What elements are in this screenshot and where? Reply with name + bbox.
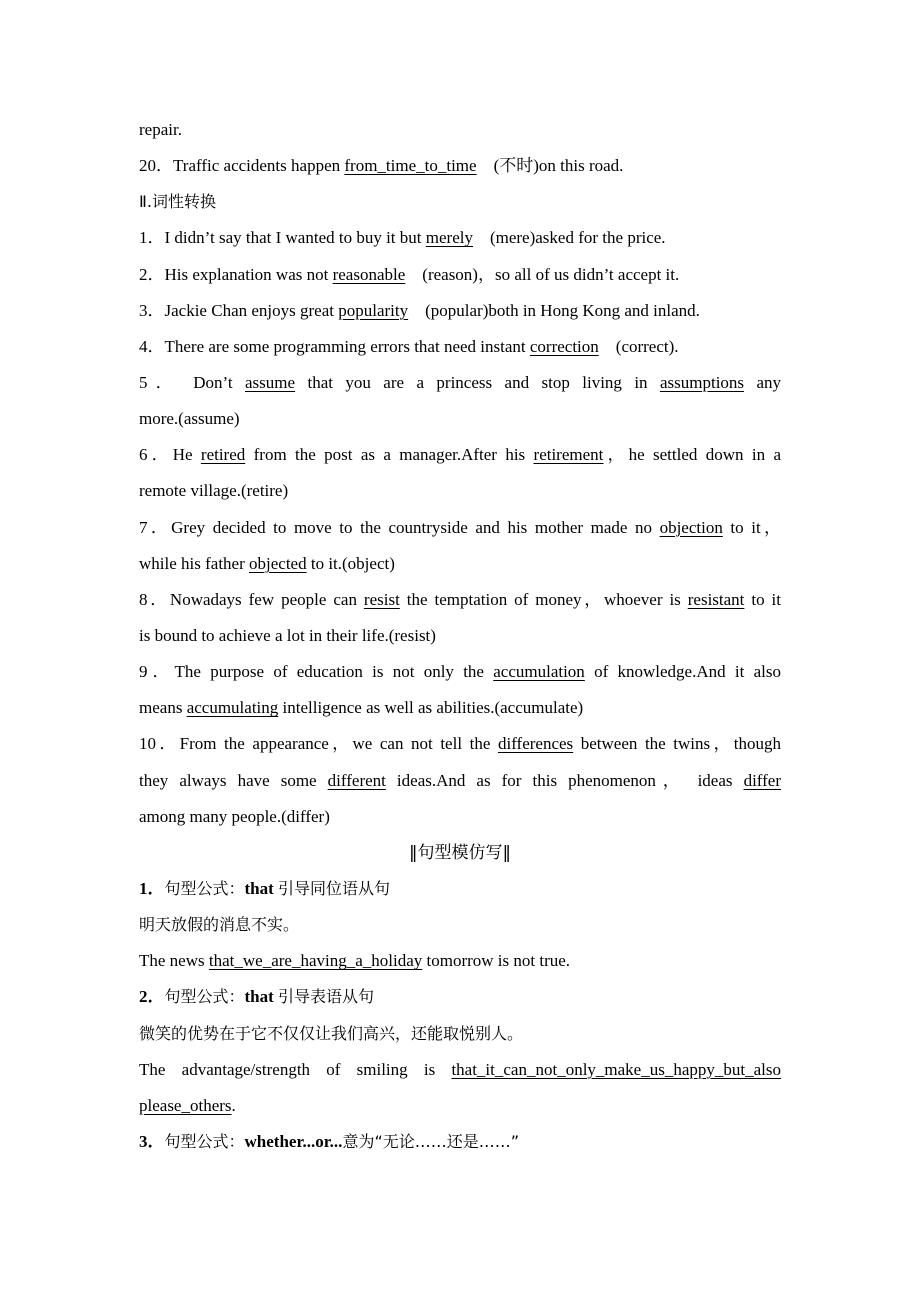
- text-line: [139, 510, 781, 546]
- answer-blank: please_others: [139, 1095, 232, 1115]
- text-segment: The advantage/strength of smiling is: [139, 1059, 452, 1079]
- text-segment: 20．Traffic accidents happen: [139, 156, 345, 176]
- text-segment: 明天放假的消息不实。: [139, 915, 300, 935]
- text-segment: 9．The purpose of education is not only the: [139, 662, 494, 682]
- text-line: [139, 799, 781, 835]
- text-segment: to it: [744, 589, 781, 609]
- text-line: [139, 618, 781, 654]
- text-segment: 引导同位语从句: [278, 878, 391, 898]
- text-segment: 句型公式：: [164, 1131, 245, 1151]
- answer-blank: accumulating: [186, 698, 279, 718]
- text-segment: 引导表语从句: [278, 987, 375, 1007]
- answer-blank: retirement: [533, 445, 604, 465]
- answer-blank: correction: [529, 336, 599, 356]
- text-line: [139, 184, 781, 220]
- text-segment: of knowledge.And it also: [584, 662, 781, 682]
- text-segment: 3．Jackie Chan enjoys great: [139, 300, 339, 320]
- answer-blank: different: [327, 770, 386, 790]
- text-segment: that: [244, 987, 279, 1007]
- text-line: [139, 365, 781, 401]
- text-segment: ，he settled down in a: [603, 445, 781, 465]
- answer-blank: resist: [363, 589, 400, 609]
- text-segment: 7．Grey decided to move to the countryside and his mother made no: [139, 517, 660, 537]
- answer-blank: popularity: [338, 300, 409, 320]
- answer-blank: objection: [659, 517, 723, 537]
- section-heading: [139, 835, 781, 871]
- text-line: [139, 726, 781, 762]
- text-segment: means: [139, 698, 187, 718]
- text-segment: tomorrow is not true.: [422, 951, 571, 971]
- text-segment: (mere)asked for the price.: [472, 228, 666, 248]
- text-line: [139, 401, 781, 437]
- text-line: [139, 293, 781, 329]
- text-segment: repair.: [139, 120, 182, 139]
- text-segment: while his father: [139, 553, 249, 573]
- text-segment: 意为“无论……还是……”: [342, 1131, 520, 1151]
- text-segment: 句型公式：: [164, 987, 245, 1007]
- text-line: [139, 907, 781, 943]
- text-segment: intelligence as well as abilities.(accumulate): [278, 698, 584, 718]
- text-segment: 4．There are some programming errors that need instant: [139, 336, 530, 356]
- answer-blank: assume: [245, 372, 296, 392]
- text-segment: remote village.(retire): [139, 481, 289, 501]
- text-line: [139, 473, 781, 509]
- text-segment: between the twins，though: [573, 734, 781, 754]
- text-segment: (correct).: [598, 336, 679, 356]
- text-segment: (popular)both in Hong Kong and inland.: [408, 300, 700, 320]
- answer-blank: retired: [200, 445, 246, 465]
- answer-blank: that_it_can_not_only_make_us_happy_but_also: [451, 1059, 781, 1079]
- text-segment: (不时)on this road.: [476, 156, 624, 176]
- text-segment: Ⅱ.词性转换: [139, 192, 216, 212]
- text-segment: among many people.(differ): [139, 806, 330, 826]
- text-segment: to it，: [722, 517, 781, 537]
- text-segment: 5． Don’t: [139, 372, 246, 392]
- answer-blank: accumulation: [493, 662, 585, 682]
- text-line: [139, 690, 781, 726]
- text-line: [139, 220, 781, 256]
- text-line: [139, 943, 781, 979]
- text-line: [139, 257, 781, 293]
- answer-blank: reasonable: [332, 264, 406, 284]
- text-segment: whether...or...: [244, 1131, 343, 1151]
- text-segment: they always have some: [139, 770, 328, 790]
- text-line: [139, 546, 781, 582]
- document-page: [139, 112, 781, 1160]
- text-line: [139, 1088, 781, 1124]
- text-segment: The news: [139, 951, 209, 971]
- text-segment: is bound to achieve a lot in their life.(resist): [139, 625, 436, 645]
- text-segment: 2．: [139, 987, 165, 1007]
- text-segment: more.(assume): [139, 409, 240, 429]
- answer-blank: assumptions: [659, 372, 745, 392]
- answer-blank: differences: [497, 734, 574, 754]
- answer-blank: merely: [425, 228, 473, 248]
- text-segment: (reason)，so all of us didn’t accept it.: [405, 264, 680, 284]
- pattern-heading: [139, 1124, 781, 1160]
- text-segment: 3．: [139, 1131, 165, 1151]
- text-line: [139, 112, 781, 148]
- text-segment: to it.(object): [306, 553, 395, 573]
- text-segment: 微笑的优势在于它不仅仅让我们高兴，还能取悦别人。: [139, 1023, 524, 1043]
- text-segment: ideas.And as for this phenomenon， ideas: [385, 770, 744, 790]
- text-segment: from the post as a manager.After his: [245, 445, 534, 465]
- text-segment: 10．From the appearance，we can not tell the: [139, 734, 498, 754]
- text-line: [139, 654, 781, 690]
- text-line: [139, 763, 781, 799]
- text-segment: 1．: [139, 878, 165, 898]
- text-segment: 句型公式：: [164, 878, 245, 898]
- answer-blank: objected: [249, 553, 307, 573]
- text-segment: 2．His explanation was not: [139, 264, 333, 284]
- text-segment: the temptation of money，whoever is: [399, 589, 688, 609]
- text-line: [139, 1016, 781, 1052]
- text-segment: .: [231, 1095, 236, 1115]
- answer-blank: from_time_to_time: [344, 156, 477, 176]
- text-segment: 8．Nowadays few people can: [139, 589, 364, 609]
- text-line: [139, 148, 781, 184]
- answer-blank: resistant: [687, 589, 745, 609]
- text-line: [139, 329, 781, 365]
- text-segment: ‖句型模仿写‖: [409, 842, 511, 863]
- answer-blank: differ: [743, 770, 781, 790]
- text-segment: that: [244, 878, 279, 898]
- text-segment: that you are a princess and stop living in: [295, 372, 660, 392]
- text-segment: 6．He: [139, 445, 201, 465]
- text-line: [139, 1052, 781, 1088]
- text-segment: any: [744, 372, 781, 392]
- answer-blank: that_we_are_having_a_holiday: [208, 951, 423, 971]
- pattern-heading: [139, 979, 781, 1015]
- text-line: [139, 582, 781, 618]
- pattern-heading: [139, 871, 781, 907]
- text-line: [139, 437, 781, 473]
- text-segment: 1．I didn’t say that I wanted to buy it but: [139, 228, 426, 248]
